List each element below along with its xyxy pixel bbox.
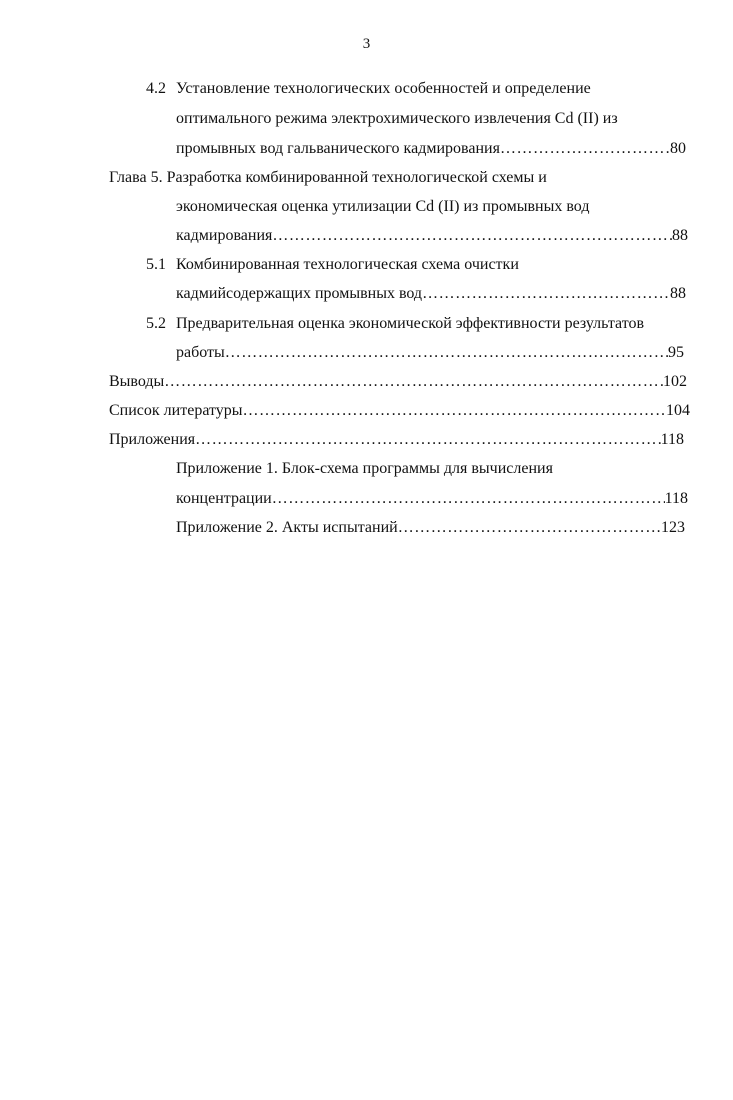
toc-chapter-5-line2: экономическая оценка утилизации Cd (II) из промывных вод [176, 198, 590, 215]
dot-leader [272, 225, 672, 247]
toc-appendix-2-page: 123 [661, 519, 685, 536]
dot-leader [195, 429, 660, 451]
toc-entry-4-2-title-end: промывных вод гальванического кадмирования [176, 140, 500, 157]
toc-appendix-1-page: 118 [664, 490, 688, 507]
toc-entry-4-2-line2: оптимального режима электрохимического извлечения Cd (II) из [176, 110, 618, 127]
toc-entry-5-2-line2[interactable] [176, 342, 684, 364]
toc-entry-4-2-line3[interactable] [176, 138, 686, 160]
toc-entry-4-2-number: 4.2 [146, 80, 166, 97]
toc-chapter-5-page: 88 [672, 227, 688, 244]
dot-leader [272, 488, 665, 510]
toc-appendices-page: 118 [660, 431, 684, 448]
toc-appendix-1-line2[interactable] [176, 488, 688, 510]
toc-entry-5-2-title-end: работы [176, 344, 225, 361]
toc-appendix-2[interactable] [176, 517, 685, 539]
toc-entry-5-2-page: 95 [668, 344, 684, 361]
toc-appendix-2-label: Приложение 2. Акты испытаний [176, 519, 398, 536]
toc-conclusions[interactable] [109, 371, 687, 393]
dot-leader [500, 138, 670, 160]
toc-chapter-5-line3[interactable] [176, 225, 688, 247]
toc-appendices[interactable] [109, 429, 684, 451]
toc-entry-4-2-line1: Установление технологических особенностей и определение [176, 80, 591, 97]
toc-conclusions-label: Выводы [109, 373, 165, 390]
toc-references-label: Список литературы [109, 402, 243, 419]
toc-appendices-label: Приложения [109, 431, 196, 448]
toc-entry-5-1-line1: Комбинированная технологическая схема очистки [176, 256, 519, 273]
toc-references[interactable] [109, 400, 690, 422]
toc-entry-5-2-line1: Предварительная оценка экономической эффективности результатов [176, 315, 645, 332]
toc-appendix-1-line1: Приложение 1. Блок-схема программы для вычисления [176, 460, 553, 477]
toc-appendix-1-title-end: концентрации [176, 490, 272, 507]
dot-leader [398, 517, 661, 539]
toc-entry-5-1-page: 88 [670, 285, 686, 302]
toc-entry-5-1-number: 5.1 [146, 256, 166, 273]
toc-references-page: 104 [666, 402, 690, 419]
toc-entry-5-1-title-end: кадмийсодержащих промывных вод [176, 285, 423, 302]
toc-entry-5-2-number: 5.2 [146, 315, 166, 332]
dot-leader [422, 283, 670, 305]
toc-conclusions-page: 102 [663, 373, 687, 390]
toc-entry-4-2-page: 80 [670, 140, 686, 157]
toc-chapter-5-line1: Глава 5. Разработка комбинированной технологической схемы и [109, 169, 547, 186]
dot-leader [225, 342, 668, 364]
toc-entry-5-1-line2[interactable] [176, 283, 686, 305]
page-number: 3 [362, 36, 371, 52]
dot-leader [164, 371, 663, 393]
toc-chapter-5-title-end: кадмирования [176, 227, 273, 244]
dot-leader [243, 400, 666, 422]
